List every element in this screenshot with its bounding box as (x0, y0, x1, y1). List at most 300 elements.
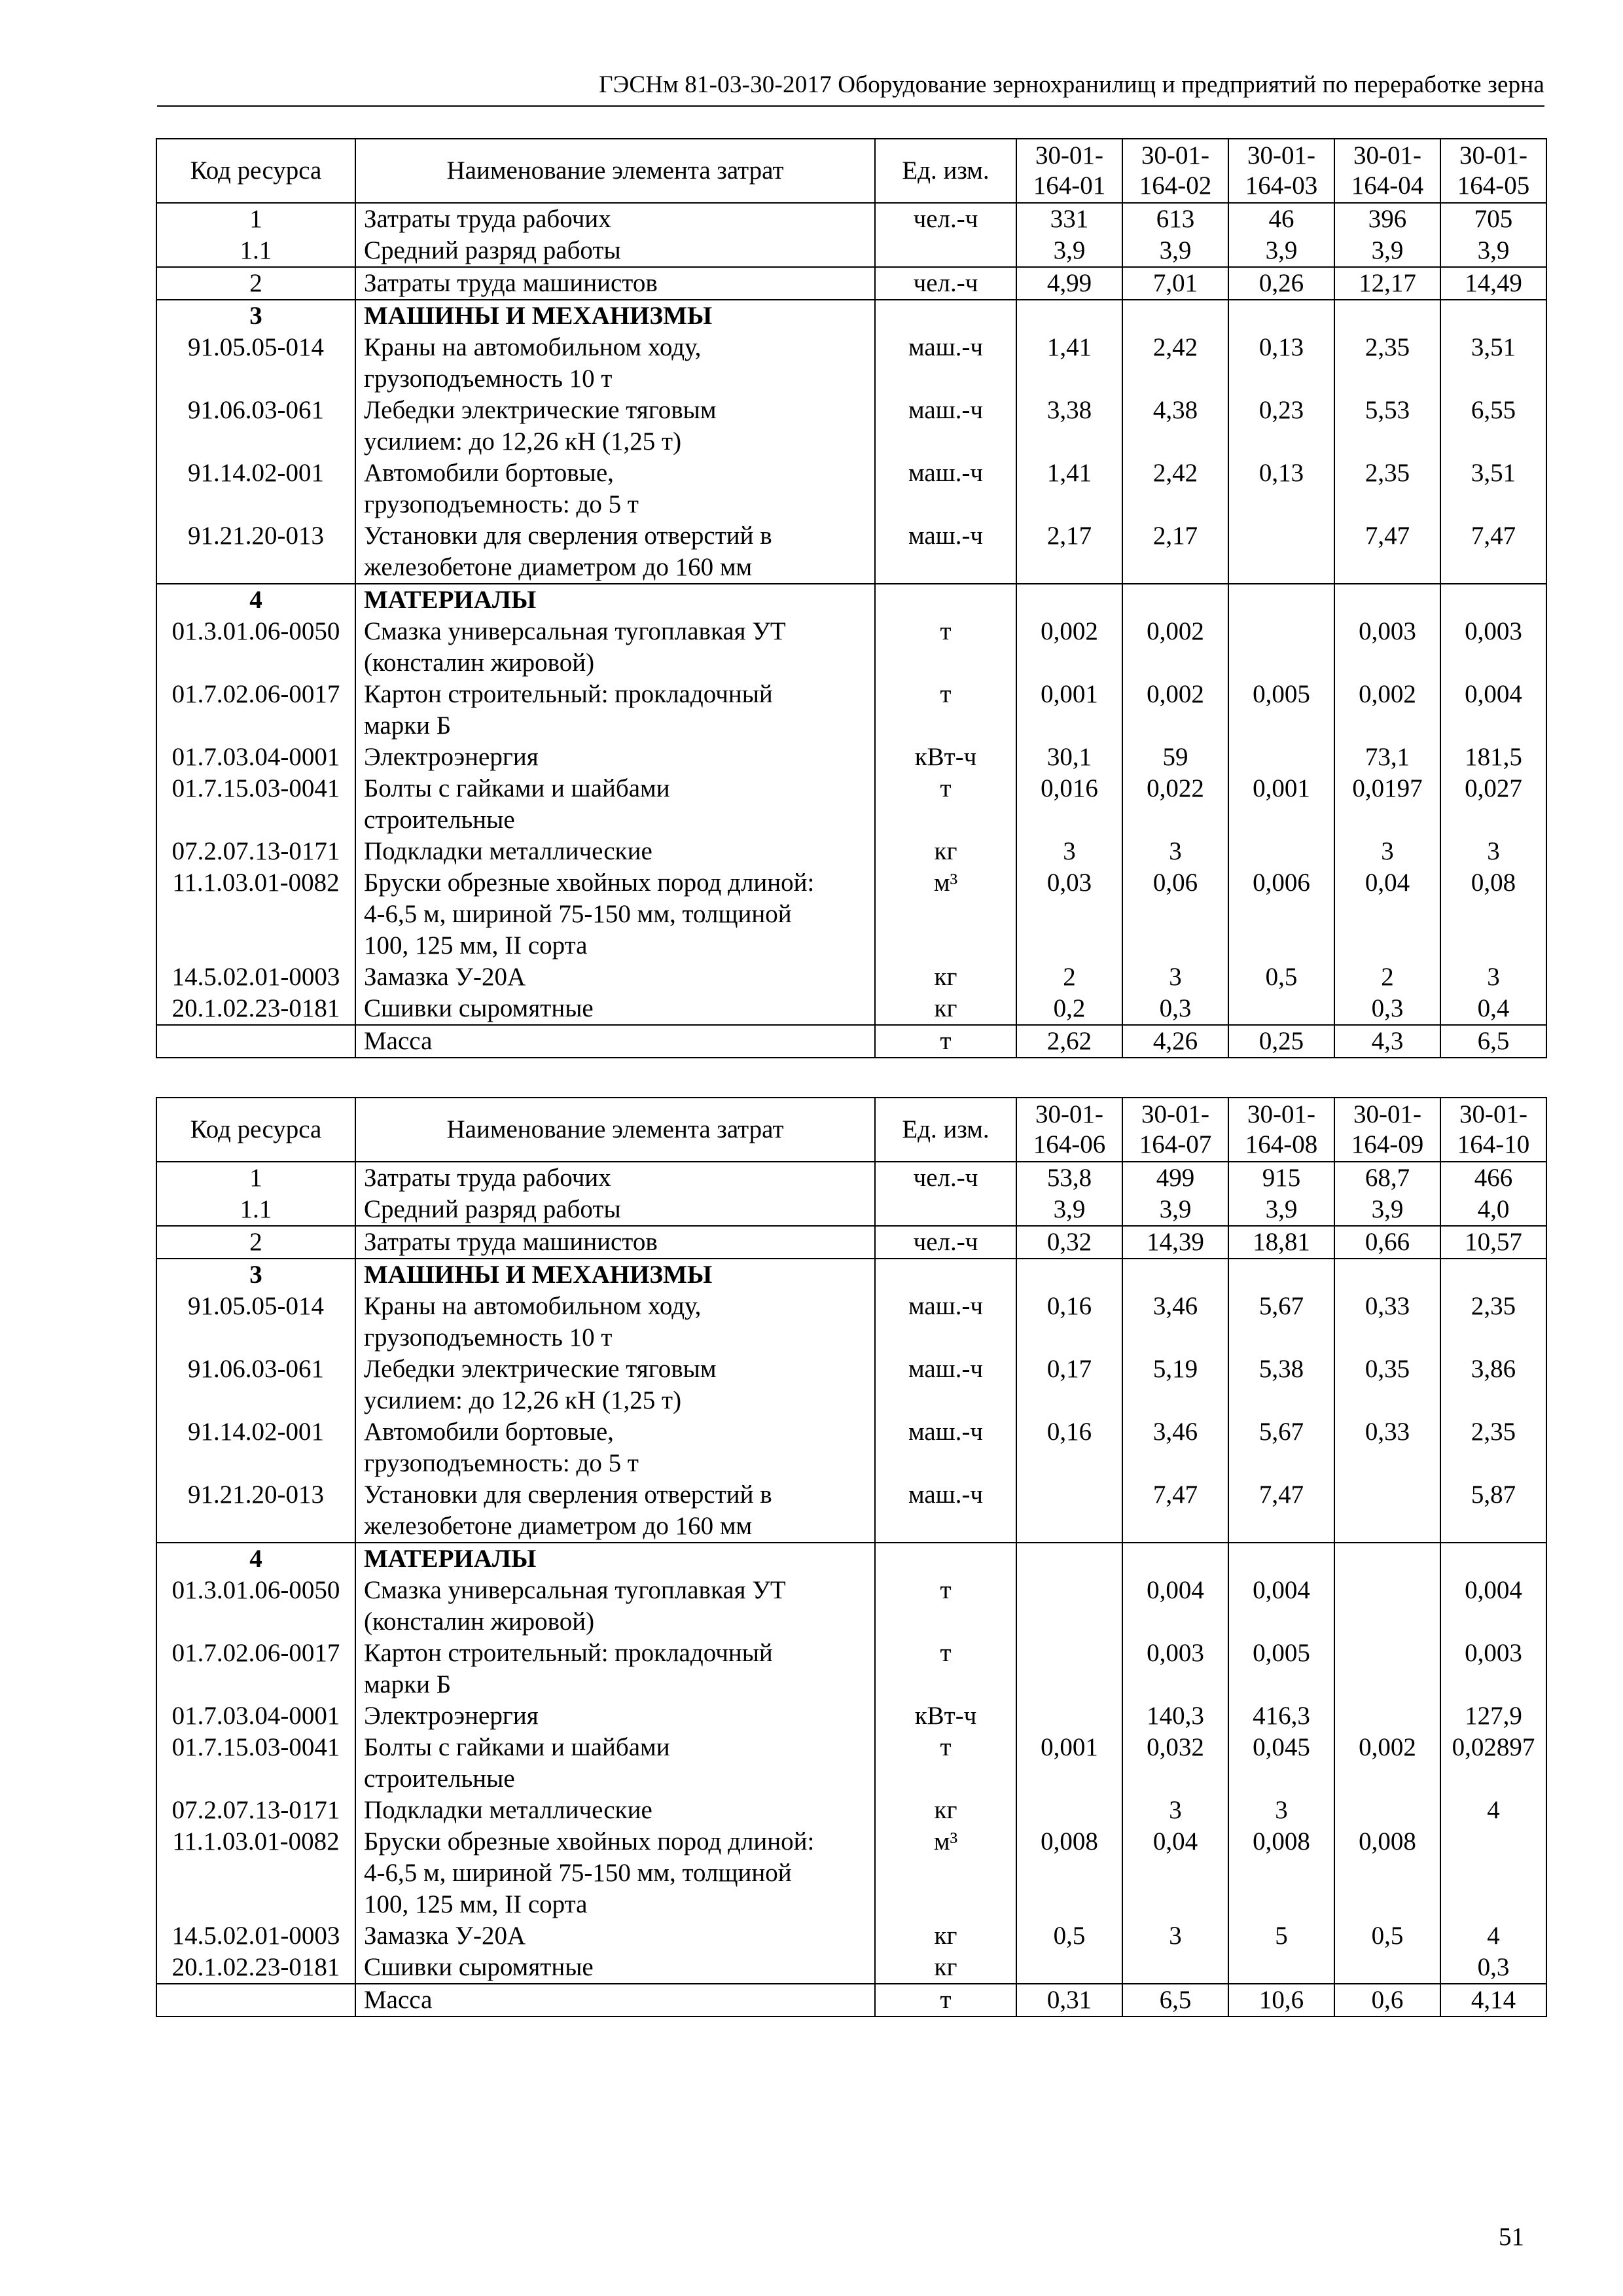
value-cell: 0,0197 (1334, 773, 1440, 836)
value-cell: 3 (1440, 961, 1546, 993)
name-line: 100, 125 мм, II сорта (364, 931, 588, 960)
value-cell: 0,022 (1122, 773, 1228, 836)
table-row (156, 1259, 1546, 1291)
value-cell: 2,35 (1440, 1291, 1546, 1354)
value-cell: 0,6 (1334, 1984, 1440, 2017)
name-line: 4-6,5 м, шириной 75-150 мм, толщиной (364, 1859, 792, 1887)
value-cell: 0,33 (1334, 1416, 1440, 1479)
table-row (156, 1194, 1546, 1226)
name-line: грузоподъемность 10 т (364, 1323, 613, 1352)
table-row (156, 1952, 1546, 1984)
resource-code: 07.2.07.13-0171 (156, 836, 355, 867)
value-cell: 7,01 (1122, 267, 1228, 300)
value-cell: 5,67 (1228, 1291, 1334, 1354)
cost-element-name (355, 679, 875, 742)
table-row (156, 773, 1546, 836)
resource-code: 1 (156, 203, 355, 235)
value-cell (1334, 1259, 1440, 1291)
cost-element-name (355, 1732, 875, 1795)
resource-code: 91.06.03-061 (156, 1354, 355, 1416)
value-cell: 0,032 (1122, 1732, 1228, 1795)
value-cell: 3,9 (1016, 1194, 1122, 1226)
name-line: Средний разряд работы (364, 236, 621, 264)
value-cell: 59 (1122, 742, 1228, 773)
value-cell: 0,17 (1016, 1354, 1122, 1416)
value-cell: 4,3 (1334, 1025, 1440, 1058)
cost-element-name (355, 395, 875, 457)
value-cell: 4,26 (1122, 1025, 1228, 1058)
value-cell: 0,2 (1016, 993, 1122, 1025)
value-cell: 0,002 (1016, 616, 1122, 679)
unit-cell: т (875, 1732, 1016, 1795)
resource-code: 91.05.05-014 (156, 1291, 355, 1354)
value-cell: 3,86 (1440, 1354, 1546, 1416)
value-cell: 0,001 (1016, 1732, 1122, 1795)
resource-code: 91.14.02-001 (156, 457, 355, 520)
resource-code: 91.05.05-014 (156, 332, 355, 395)
value-cell: 0,13 (1228, 457, 1334, 520)
name-line: МАШИНЫ И МЕХАНИЗМЫ (364, 1261, 713, 1289)
value-cell (1440, 584, 1546, 616)
name-line: Электроэнергия (364, 1702, 539, 1730)
value-cell: 18,81 (1228, 1226, 1334, 1259)
value-cell: 3 (1440, 836, 1546, 867)
resource-code: 07.2.07.13-0171 (156, 1795, 355, 1826)
cost-element-name (355, 1194, 875, 1226)
value-cell: 10,57 (1440, 1226, 1546, 1259)
value-cell: 396 (1334, 203, 1440, 235)
header-norm: 30-01- 164-03 (1228, 139, 1334, 203)
value-cell: 127,9 (1440, 1700, 1546, 1732)
value-cell: 0,008 (1334, 1826, 1440, 1920)
value-cell: 3 (1016, 836, 1122, 867)
value-cell: 0,002 (1122, 679, 1228, 742)
cost-element-name (355, 1416, 875, 1479)
running-header: ГЭСНм 81-03-30-2017 Оборудование зернохранилищ и предприятий по переработке зерна (599, 71, 1544, 98)
value-cell (1440, 300, 1546, 332)
resource-code: 91.21.20-013 (156, 520, 355, 584)
value-cell: 3 (1122, 1795, 1228, 1826)
unit-cell: кг (875, 1920, 1016, 1952)
value-cell: 3,38 (1016, 395, 1122, 457)
value-cell: 30,1 (1016, 742, 1122, 773)
cost-element-name (355, 961, 875, 993)
value-cell: 0,33 (1334, 1291, 1440, 1354)
value-cell (1334, 584, 1440, 616)
value-cell: 7,47 (1228, 1479, 1334, 1543)
resource-code: 91.06.03-061 (156, 395, 355, 457)
value-cell (1440, 1259, 1546, 1291)
unit-cell: маш.-ч (875, 520, 1016, 584)
header-norm: 30-01- 164-10 (1440, 1098, 1546, 1162)
unit-cell: кг (875, 836, 1016, 867)
cost-element-name (355, 616, 875, 679)
value-cell: 0,16 (1016, 1416, 1122, 1479)
header-unit: Ед. изм. (875, 1098, 1016, 1162)
resource-code: 2 (156, 1226, 355, 1259)
value-cell: 0,016 (1016, 773, 1122, 836)
value-cell (1228, 742, 1334, 773)
value-cell: 6,5 (1122, 1984, 1228, 2017)
name-line: Лебедки электрические тяговым (364, 1355, 717, 1383)
unit-cell: м³ (875, 867, 1016, 961)
value-cell: 3 (1334, 836, 1440, 867)
value-cell: 2,35 (1334, 457, 1440, 520)
value-cell (1228, 520, 1334, 584)
value-cell: 7,47 (1122, 1479, 1228, 1543)
name-line: МАТЕРИАЛЫ (364, 586, 537, 614)
value-cell (1228, 1259, 1334, 1291)
unit-cell: маш.-ч (875, 332, 1016, 395)
cost-element-name (355, 203, 875, 235)
resource-code: 1 (156, 1162, 355, 1194)
value-cell (1122, 584, 1228, 616)
resource-code: 01.7.15.03-0041 (156, 773, 355, 836)
cost-element-name (355, 1479, 875, 1543)
value-cell (1228, 836, 1334, 867)
value-cell: 7,47 (1440, 520, 1546, 584)
header-code: Код ресурса (156, 1098, 355, 1162)
resource-code: 01.7.15.03-0041 (156, 1732, 355, 1795)
header-code: Код ресурса (156, 139, 355, 203)
table-row (156, 616, 1546, 679)
value-cell (1016, 1638, 1122, 1700)
value-cell: 3 (1122, 961, 1228, 993)
cost-element-name (355, 993, 875, 1025)
name-line: (консталин жировой) (364, 649, 595, 677)
resource-code: 20.1.02.23-0181 (156, 993, 355, 1025)
cost-element-name (355, 1920, 875, 1952)
name-line: Смазка универсальная тугоплавкая УТ (364, 1576, 786, 1604)
value-cell: 2 (1334, 961, 1440, 993)
value-cell: 0,003 (1440, 616, 1546, 679)
value-cell (1016, 1575, 1122, 1638)
value-cell: 0,002 (1334, 679, 1440, 742)
value-cell: 0,006 (1228, 867, 1334, 961)
unit-cell: м³ (875, 1826, 1016, 1920)
unit-cell: кг (875, 1795, 1016, 1826)
name-line: строительные (364, 1765, 515, 1793)
value-cell: 2,17 (1016, 520, 1122, 584)
value-cell (1016, 1795, 1122, 1826)
mass-row (156, 1984, 1546, 2017)
header-norm: 30-01- 164-05 (1440, 139, 1546, 203)
value-cell: 0,004 (1122, 1575, 1228, 1638)
header-norm: 30-01- 164-02 (1122, 139, 1228, 203)
value-cell: 3,46 (1122, 1291, 1228, 1354)
value-cell (1334, 1795, 1440, 1826)
name-line: Автомобили бортовые, (364, 1418, 614, 1446)
unit-cell: чел.-ч (875, 203, 1016, 235)
name-line: железобетоне диаметром до 160 мм (364, 553, 753, 581)
name-line: усилием: до 12,26 кН (1,25 т) (364, 427, 682, 456)
value-cell (1334, 1638, 1440, 1700)
value-cell: 181,5 (1440, 742, 1546, 773)
cost-element-name (355, 1259, 875, 1291)
cost-element-name (355, 1226, 875, 1259)
value-cell: 0,027 (1440, 773, 1546, 836)
table-row (156, 1162, 1546, 1194)
resource-code: 11.1.03.01-0082 (156, 867, 355, 961)
name-line: Сшивки сыромятные (364, 1953, 594, 1981)
header-norm: 30-01- 164-06 (1016, 1098, 1122, 1162)
value-cell: 0,04 (1334, 867, 1440, 961)
value-cell: 0,002 (1334, 1732, 1440, 1795)
unit-cell (875, 300, 1016, 332)
value-cell: 140,3 (1122, 1700, 1228, 1732)
value-cell (1228, 1543, 1334, 1575)
resource-code (156, 1025, 355, 1058)
table-row (156, 961, 1546, 993)
unit-cell (875, 1543, 1016, 1575)
unit-cell: чел.-ч (875, 1226, 1016, 1259)
name-line: Замазка У-20А (364, 1922, 526, 1950)
name-line: Болты с гайками и шайбами (364, 1733, 670, 1761)
name-line: строительные (364, 806, 515, 834)
resource-code: 1.1 (156, 1194, 355, 1226)
cost-element-name (355, 584, 875, 616)
value-cell: 0,3 (1122, 993, 1228, 1025)
table-row (156, 742, 1546, 773)
value-cell (1016, 1952, 1122, 1984)
value-cell (1016, 584, 1122, 616)
value-cell: 0,004 (1440, 1575, 1546, 1638)
value-cell: 3 (1228, 1795, 1334, 1826)
cost-element-name (355, 1795, 875, 1826)
table-body (156, 1162, 1546, 2017)
value-cell: 1,41 (1016, 332, 1122, 395)
name-line: Масса (364, 1027, 433, 1055)
value-cell: 0,5 (1228, 961, 1334, 993)
value-cell: 0,004 (1440, 679, 1546, 742)
cost-element-name (355, 235, 875, 267)
value-cell: 0,06 (1122, 867, 1228, 961)
cost-element-name (355, 1826, 875, 1920)
name-line: Замазка У-20А (364, 963, 526, 991)
resource-code: 1.1 (156, 235, 355, 267)
resource-code: 91.21.20-013 (156, 1479, 355, 1543)
value-cell: 1,41 (1016, 457, 1122, 520)
cost-element-name (355, 1952, 875, 1984)
value-cell: 68,7 (1334, 1162, 1440, 1194)
value-cell: 0,08 (1440, 867, 1546, 961)
value-cell: 0,001 (1016, 679, 1122, 742)
resource-code (156, 1984, 355, 2017)
unit-cell (875, 1194, 1016, 1226)
name-line: Краны на автомобильном ходу, (364, 1292, 702, 1320)
name-line: Затраты труда машинистов (364, 1228, 658, 1256)
unit-cell: чел.-ч (875, 1162, 1016, 1194)
unit-cell: маш.-ч (875, 1354, 1016, 1416)
value-cell (1016, 1479, 1122, 1543)
value-cell: 0,31 (1016, 1984, 1122, 2017)
resource-code: 91.14.02-001 (156, 1416, 355, 1479)
unit-cell: т (875, 616, 1016, 679)
value-cell (1440, 1543, 1546, 1575)
value-cell: 0,5 (1016, 1920, 1122, 1952)
resource-code: 20.1.02.23-0181 (156, 1952, 355, 1984)
unit-cell: кг (875, 1952, 1016, 1984)
value-cell: 73,1 (1334, 742, 1440, 773)
value-cell: 915 (1228, 1162, 1334, 1194)
value-cell: 0,4 (1440, 993, 1546, 1025)
unit-cell: т (875, 1575, 1016, 1638)
value-cell: 5 (1228, 1920, 1334, 1952)
unit-cell: кВт-ч (875, 742, 1016, 773)
name-line: Бруски обрезные хвойных пород длиной: (364, 1827, 815, 1856)
value-cell: 2,62 (1016, 1025, 1122, 1058)
resource-code: 2 (156, 267, 355, 300)
name-line: Картон строительный: прокладочный (364, 680, 773, 708)
value-cell: 5,67 (1228, 1416, 1334, 1479)
resource-code: 01.7.02.06-0017 (156, 679, 355, 742)
unit-cell: т (875, 1025, 1016, 1058)
table-row (156, 1479, 1546, 1543)
unit-cell: т (875, 1984, 1016, 2017)
value-cell: 705 (1440, 203, 1546, 235)
name-line: МАШИНЫ И МЕХАНИЗМЫ (364, 302, 713, 330)
unit-cell: т (875, 1638, 1016, 1700)
table-row (156, 457, 1546, 520)
value-cell: 0,13 (1228, 332, 1334, 395)
table-row (156, 267, 1546, 300)
cost-element-name (355, 1700, 875, 1732)
name-line: Подкладки металлические (364, 837, 652, 865)
name-line: Бруски обрезные хвойных пород длиной: (364, 869, 815, 897)
cost-element-name (355, 1575, 875, 1638)
cost-element-name (355, 1354, 875, 1416)
value-cell: 4,99 (1016, 267, 1122, 300)
table-row (156, 584, 1546, 616)
unit-cell: чел.-ч (875, 267, 1016, 300)
value-cell: 0,16 (1016, 1291, 1122, 1354)
name-line: Смазка универсальная тугоплавкая УТ (364, 617, 786, 645)
value-cell: 416,3 (1228, 1700, 1334, 1732)
resource-code: 01.7.03.04-0001 (156, 1700, 355, 1732)
value-cell: 0,045 (1228, 1732, 1334, 1795)
value-cell: 2 (1016, 961, 1122, 993)
value-cell (1334, 1575, 1440, 1638)
resource-code: 14.5.02.01-0003 (156, 961, 355, 993)
value-cell (1228, 1952, 1334, 1984)
table-row (156, 1575, 1546, 1638)
cost-element-name (355, 742, 875, 773)
value-cell: 4 (1440, 1795, 1546, 1826)
name-line: Подкладки металлические (364, 1796, 652, 1824)
mass-row (156, 1025, 1546, 1058)
value-cell: 466 (1440, 1162, 1546, 1194)
value-cell: 0,04 (1122, 1826, 1228, 1920)
value-cell: 3,46 (1122, 1416, 1228, 1479)
unit-cell: маш.-ч (875, 395, 1016, 457)
value-cell (1228, 616, 1334, 679)
value-cell: 0,66 (1334, 1226, 1440, 1259)
cost-element-name (355, 520, 875, 584)
value-cell: 6,5 (1440, 1025, 1546, 1058)
value-cell: 5,19 (1122, 1354, 1228, 1416)
value-cell (1440, 1826, 1546, 1920)
name-line: Затраты труда машинистов (364, 269, 658, 297)
value-cell: 2,42 (1122, 457, 1228, 520)
value-cell (1334, 1543, 1440, 1575)
value-cell: 12,17 (1334, 267, 1440, 300)
value-cell: 10,6 (1228, 1984, 1334, 2017)
name-line: марки Б (364, 1670, 452, 1698)
value-cell: 3,9 (1122, 235, 1228, 267)
header-name: Наименование элемента затрат (355, 1098, 875, 1162)
value-cell (1016, 1700, 1122, 1732)
value-cell: 0,35 (1334, 1354, 1440, 1416)
header-norm: 30-01- 164-08 (1228, 1098, 1334, 1162)
value-cell: 53,8 (1016, 1162, 1122, 1194)
value-cell (1334, 1700, 1440, 1732)
name-line: марки Б (364, 711, 452, 740)
name-line: грузоподъемность 10 т (364, 365, 613, 393)
value-cell (1016, 1259, 1122, 1291)
table-row (156, 679, 1546, 742)
table-row (156, 1354, 1546, 1416)
header-norm: 30-01- 164-07 (1122, 1098, 1228, 1162)
table-row (156, 993, 1546, 1025)
value-cell: 3,9 (1016, 235, 1122, 267)
value-cell: 0,3 (1440, 1952, 1546, 1984)
name-line: 100, 125 мм, II сорта (364, 1890, 588, 1918)
value-cell: 4,38 (1122, 395, 1228, 457)
header-unit: Ед. изм. (875, 139, 1016, 203)
name-line: усилием: до 12,26 кН (1,25 т) (364, 1386, 682, 1414)
cost-element-name (355, 867, 875, 961)
resource-code: 11.1.03.01-0082 (156, 1826, 355, 1920)
resource-code: 01.3.01.06-0050 (156, 616, 355, 679)
value-cell: 0,005 (1228, 679, 1334, 742)
value-cell: 5,53 (1334, 395, 1440, 457)
name-line: Установки для сверления отверстий в (364, 1480, 772, 1509)
unit-cell: кг (875, 993, 1016, 1025)
unit-cell: маш.-ч (875, 1291, 1016, 1354)
value-cell (1334, 1479, 1440, 1543)
value-cell: 0,008 (1016, 1826, 1122, 1920)
table-row (156, 1700, 1546, 1732)
name-line: 4-6,5 м, шириной 75-150 мм, толщиной (364, 900, 792, 928)
value-cell (1122, 1543, 1228, 1575)
table-row (156, 1732, 1546, 1795)
value-cell (1016, 300, 1122, 332)
header-norm: 30-01- 164-09 (1334, 1098, 1440, 1162)
resource-code: 01.7.02.06-0017 (156, 1638, 355, 1700)
name-line: грузоподъемность: до 5 т (364, 490, 639, 518)
value-cell: 0,3 (1334, 993, 1440, 1025)
value-cell: 3,9 (1228, 235, 1334, 267)
value-cell (1228, 584, 1334, 616)
value-cell: 0,003 (1122, 1638, 1228, 1700)
cost-element-name (355, 457, 875, 520)
cost-element-name (355, 1543, 875, 1575)
value-cell: 4 (1440, 1920, 1546, 1952)
name-line: грузоподъемность: до 5 т (364, 1449, 639, 1477)
value-cell (1228, 993, 1334, 1025)
table-row (156, 520, 1546, 584)
value-cell: 3,51 (1440, 332, 1546, 395)
value-cell: 14,49 (1440, 267, 1546, 300)
resource-code: 4 (156, 1543, 355, 1575)
value-cell: 331 (1016, 203, 1122, 235)
header-norm: 30-01- 164-04 (1334, 139, 1440, 203)
table-row (156, 1920, 1546, 1952)
value-cell: 0,5 (1334, 1920, 1440, 1952)
cost-element-name (355, 267, 875, 300)
name-line: Картон строительный: прокладочный (364, 1639, 773, 1667)
table-row (156, 1638, 1546, 1700)
